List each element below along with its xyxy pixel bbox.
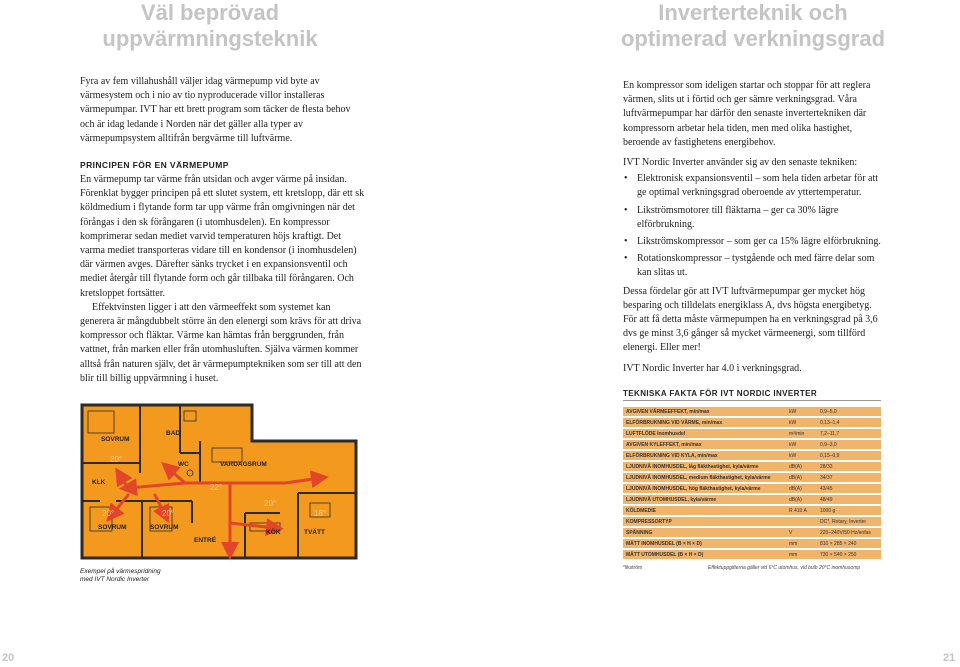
specs-heading: TEKNISKA FAKTA FÖR IVT NORDIC INVERTER bbox=[623, 389, 818, 398]
temp-kok: 20° bbox=[264, 499, 277, 508]
right-page-title: Inverterteknik och optimerad verkningsgrad bbox=[620, 0, 886, 51]
floorplan-drawing bbox=[80, 403, 358, 560]
spec-row: ELFÖRBRUKNING VID VÄRME, min/max kW 0,13–1,4 bbox=[623, 418, 881, 427]
spec-row: SPÄNNING V 220–240V/50 Hz/enfas bbox=[623, 528, 881, 537]
spec-row: MÅTT INOMHUSDEL (B × H × D) mm 810 × 285 × 240 bbox=[623, 539, 881, 548]
technology-item: • Likströmsmotorer till fläktarna – ger ca 30% lägre elförbrukning. bbox=[623, 204, 883, 232]
room-sovrum-3: SOVRUM bbox=[150, 524, 179, 531]
spec-row: KÖLDMEDIE R 410 A 1000 g bbox=[623, 506, 881, 515]
specs-table bbox=[623, 407, 881, 559]
principle-heading: PRINCIPEN FÖR EN VÄRMEPUMP bbox=[80, 160, 229, 171]
spec-row: MÅTT UTOMHUSDEL (B × H × D) mm 730 × 540 × 250 bbox=[623, 550, 881, 559]
technology-item: • Likströmskompressor – som ger ca 15% lägre elförbrukning. bbox=[623, 235, 883, 249]
spec-row: AVGIVEN VÄRMEEFFEKT, min/max kW 0,9–5,0 bbox=[623, 407, 881, 416]
temp-vardagsrum: 22° bbox=[210, 483, 223, 492]
spec-row: KOMPRESSORTYP DC*, Rotary, Inverter bbox=[623, 517, 881, 526]
left-text-column bbox=[80, 75, 366, 386]
intro-paragraph: Fyra av fem villahushåll väljer idag värmepump vid byte av värmesystem och i nio av tio nyproducerade villor installeras värmepumpar. IVT har ett brett program som täcker de flesta behov och är idag ledande i Norden när det gäller alla typer av värmepumpsystem alltifrån bergvärme till luftvärme. bbox=[80, 76, 351, 144]
room-sovrum-2: SOVRUM bbox=[98, 524, 127, 531]
spec-row: LJUDNIVÅ UTOMHUSDEL, kyla/värme dB(A) 48/49 bbox=[623, 495, 881, 504]
floorplan bbox=[80, 403, 358, 560]
room-tvatt: TVÄTT bbox=[304, 529, 325, 536]
page-number-left: 20 bbox=[2, 652, 15, 664]
efficiency-statement: IVT Nordic Inverter har 4.0 i verkningsgrad. bbox=[623, 362, 802, 374]
technology-item: • Rotationskompressor – tystgående och med färre delar som kan slitas ut. bbox=[623, 252, 883, 280]
inverter-paragraph: En kompressor som ideligen startar och stoppar för att reglera värmen, slits ut i förtid och ger sämre verkningsgrad. Våra luftvärmepumpar har därför den senaste invertertekniken där kompressorn arbetar hela tiden, men med olika hastighet, beroende av fastighetens energibehov. bbox=[623, 80, 871, 148]
temp-sovrum-1: 20° bbox=[110, 455, 123, 464]
technology-item: • Elektronisk expansionsventil – som hela tiden arbetar för att ge optimal verkningsgrad oberoende av yttertemperatur. bbox=[623, 172, 883, 200]
room-kok: KÖK bbox=[266, 529, 281, 536]
room-entre: ENTRÉ bbox=[194, 537, 217, 544]
specs-divider bbox=[623, 400, 881, 401]
page-number-right: 21 bbox=[943, 652, 956, 664]
spec-row: ELFÖRBRUKNING VID KYLA, min/max kW 0,15–0,9 bbox=[623, 451, 881, 460]
room-sovrum-1: SOVRUM bbox=[101, 436, 130, 443]
principle-paragraph-1: En värmepump tar värme från utsidan och avger värme på insidan. bbox=[80, 174, 347, 186]
spec-row: LJUDNIVÅ INOMHUSDEL, medium fläkthastighet, kyla/värme dB(A) 34/37 bbox=[623, 473, 881, 482]
spec-row: AVGIVEN KYLEFFEKT, min/max kW 0,9–3,0 bbox=[623, 440, 881, 449]
spec-row: LUFTFLÖDE inomhusdel m³/min 7,2–11,7 bbox=[623, 429, 881, 438]
energy-class-paragraph: Dessa fördelar gör att IVT luftvärmepumpar ger mycket hög besparing och tilldelats energiklass A, dvs högsta energibetyg. För att få detta måste värmepumpen ha en verkningsgrad på 3,6 dvs ge minst 3,6 gånger så mycket värmeenergi, som tillförd elenergi. Eller mer! bbox=[623, 285, 878, 354]
floorplan-caption: Exempel på värmespridning med IVT Nordic Inverter bbox=[80, 568, 161, 583]
temp-tvatt: 18° bbox=[314, 509, 327, 518]
spec-row: LJUDNIVÅ INOMHUSDEL, hög fläkthastighet, kyla/värme dB(A) 43/45 bbox=[623, 484, 881, 493]
technology-list bbox=[623, 172, 883, 280]
footnote-dc: *likström bbox=[623, 565, 643, 571]
room-klk: KLK bbox=[92, 479, 106, 486]
effect-paragraph: Effektvinsten ligger i att den värmeeffekt som systemet kan generera är mångdubbelt större än den elenergi som krävs för att driva kompressor och fläktar. Värme kan hämtas från berggrunden, från vattnet, från marken eller från utomhusluften. Själva värmen kommer alltså från naturen själv, det är värmepumptekniken som ser till att den blir till billig uppvärmning i huset. bbox=[80, 301, 362, 384]
spec-row: LJUDNIVÅ INOMHUSDEL, låg fläkthastighet, kyla/värme dB(A) 28/33 bbox=[623, 462, 881, 471]
footnote-conditions: Effektuppgifterna gäller vid 6°C utomhus, vid bulb 20°C inomhusomp bbox=[708, 565, 861, 571]
room-wc: WC bbox=[178, 461, 189, 468]
principle-paragraph-2: Förenklat bygger principen på ett slutet system, ett kretslopp, där ett sk köldmedium i flytande form tar upp värme från omgivningen när det förångas i den sk förångaren (i utomhusdelen). En kompressor komprimerar sedan mediet varvid temperaturen höjs kraftigt. Det varma mediet transporteras vidare till en kondensor (i inomhusdelen) där värmen avges. Därefter sänks trycket i en expansionsventil och mediet återgår till flytande form och går tillbaka till förångaren. Och kretsloppet fortsätter. bbox=[80, 188, 365, 299]
room-vardagsrum: VARDAGSRUM bbox=[220, 461, 267, 468]
temp-sovrum-3: 20° bbox=[162, 509, 175, 518]
technology-intro: IVT Nordic Inverter använder sig av den senaste tekniken: bbox=[623, 157, 858, 169]
right-text-column bbox=[623, 79, 883, 376]
temp-sovrum-2: 20° bbox=[102, 509, 115, 518]
left-page-title: Väl beprövad uppvärmningsteknik bbox=[102, 0, 318, 51]
room-bad: BAD bbox=[166, 430, 181, 437]
